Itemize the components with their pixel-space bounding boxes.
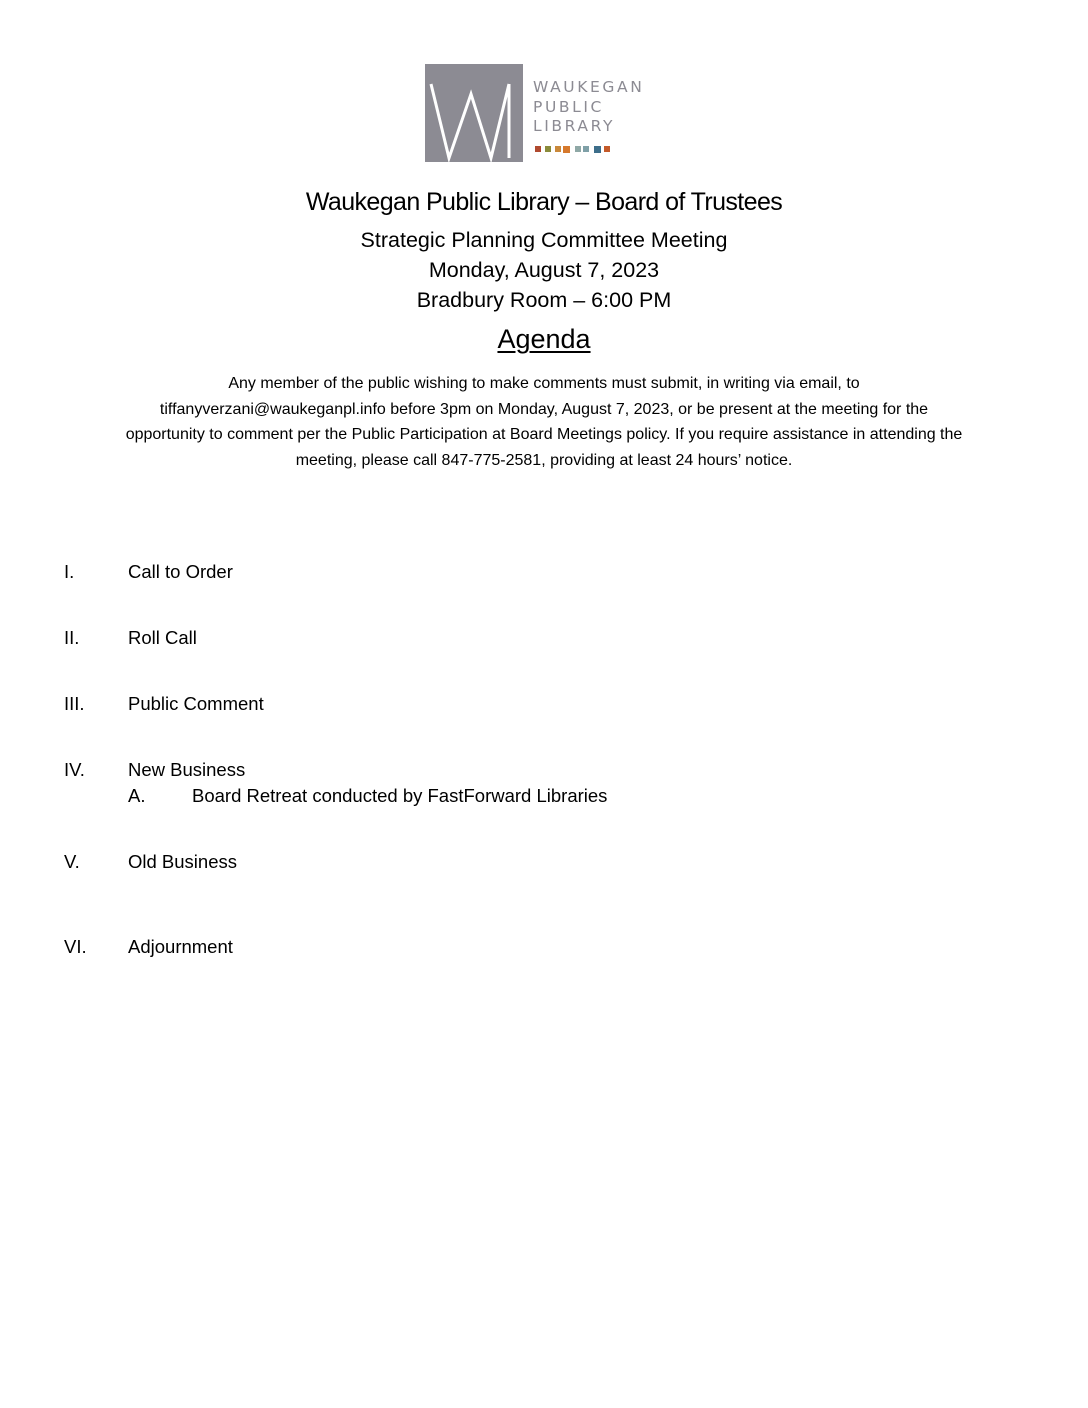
logo-square	[583, 146, 589, 152]
meeting-details	[0, 225, 1088, 315]
item-label: Call to Order	[128, 561, 233, 582]
item-label: Old Business	[128, 851, 237, 872]
notice-line-2: tiffanyverzani@waukeganpl.info before 3pm on Monday, August 7, 2023, or be present at the meeting for the	[159, 400, 929, 418]
subitem-label: Board Retreat conducted by FastForward Libraries	[192, 785, 608, 806]
logo-wordmark	[533, 78, 644, 137]
item-number: V.	[64, 851, 80, 872]
subitem-letter: A.	[128, 785, 146, 806]
logo-square	[555, 146, 561, 152]
item-number: VI.	[64, 936, 87, 957]
logo-line-3: LIBRARY	[533, 117, 616, 135]
logo-w-box	[425, 64, 523, 162]
public-comment-notice	[50, 371, 1038, 474]
item-number: III.	[64, 693, 85, 714]
logo-square	[563, 146, 570, 153]
item-label: Public Comment	[128, 693, 264, 714]
item-label: Roll Call	[128, 627, 197, 648]
logo-square	[575, 146, 581, 152]
item-number: II.	[64, 627, 80, 648]
notice-line-4: meeting, please call 847-775-2581, providing at least 24 hours’ notice.	[295, 452, 793, 470]
meeting-date: Monday, August 7, 2023	[428, 258, 660, 282]
logo-line-1: WAUKEGAN	[533, 78, 645, 96]
meeting-location: Bradbury Room – 6:00 PM	[416, 288, 672, 312]
logo-square	[594, 146, 601, 153]
logo-square	[535, 146, 541, 152]
logo-w-icon	[425, 64, 523, 162]
notice-line-3: opportunity to comment per the Public Participation at Board Meetings policy. If you require assistance in attending the	[125, 426, 963, 444]
item-number: IV.	[64, 759, 85, 780]
notice-line-1: Any member of the public wishing to make comments must submit, in writing via email, to	[228, 375, 860, 392]
item-label: New Business	[128, 759, 246, 780]
logo-line-2: PUBLIC	[533, 97, 604, 116]
logo-square	[545, 146, 551, 152]
logo-square	[604, 146, 610, 152]
agenda-heading: Agenda	[497, 324, 591, 354]
meeting-name: Strategic Planning Committee Meeting	[360, 228, 728, 252]
document-title: Waukegan Public Library – Board of Trustees	[305, 188, 783, 216]
library-logo	[425, 64, 675, 164]
item-label: Adjournment	[128, 936, 233, 957]
item-number: I.	[64, 561, 75, 582]
